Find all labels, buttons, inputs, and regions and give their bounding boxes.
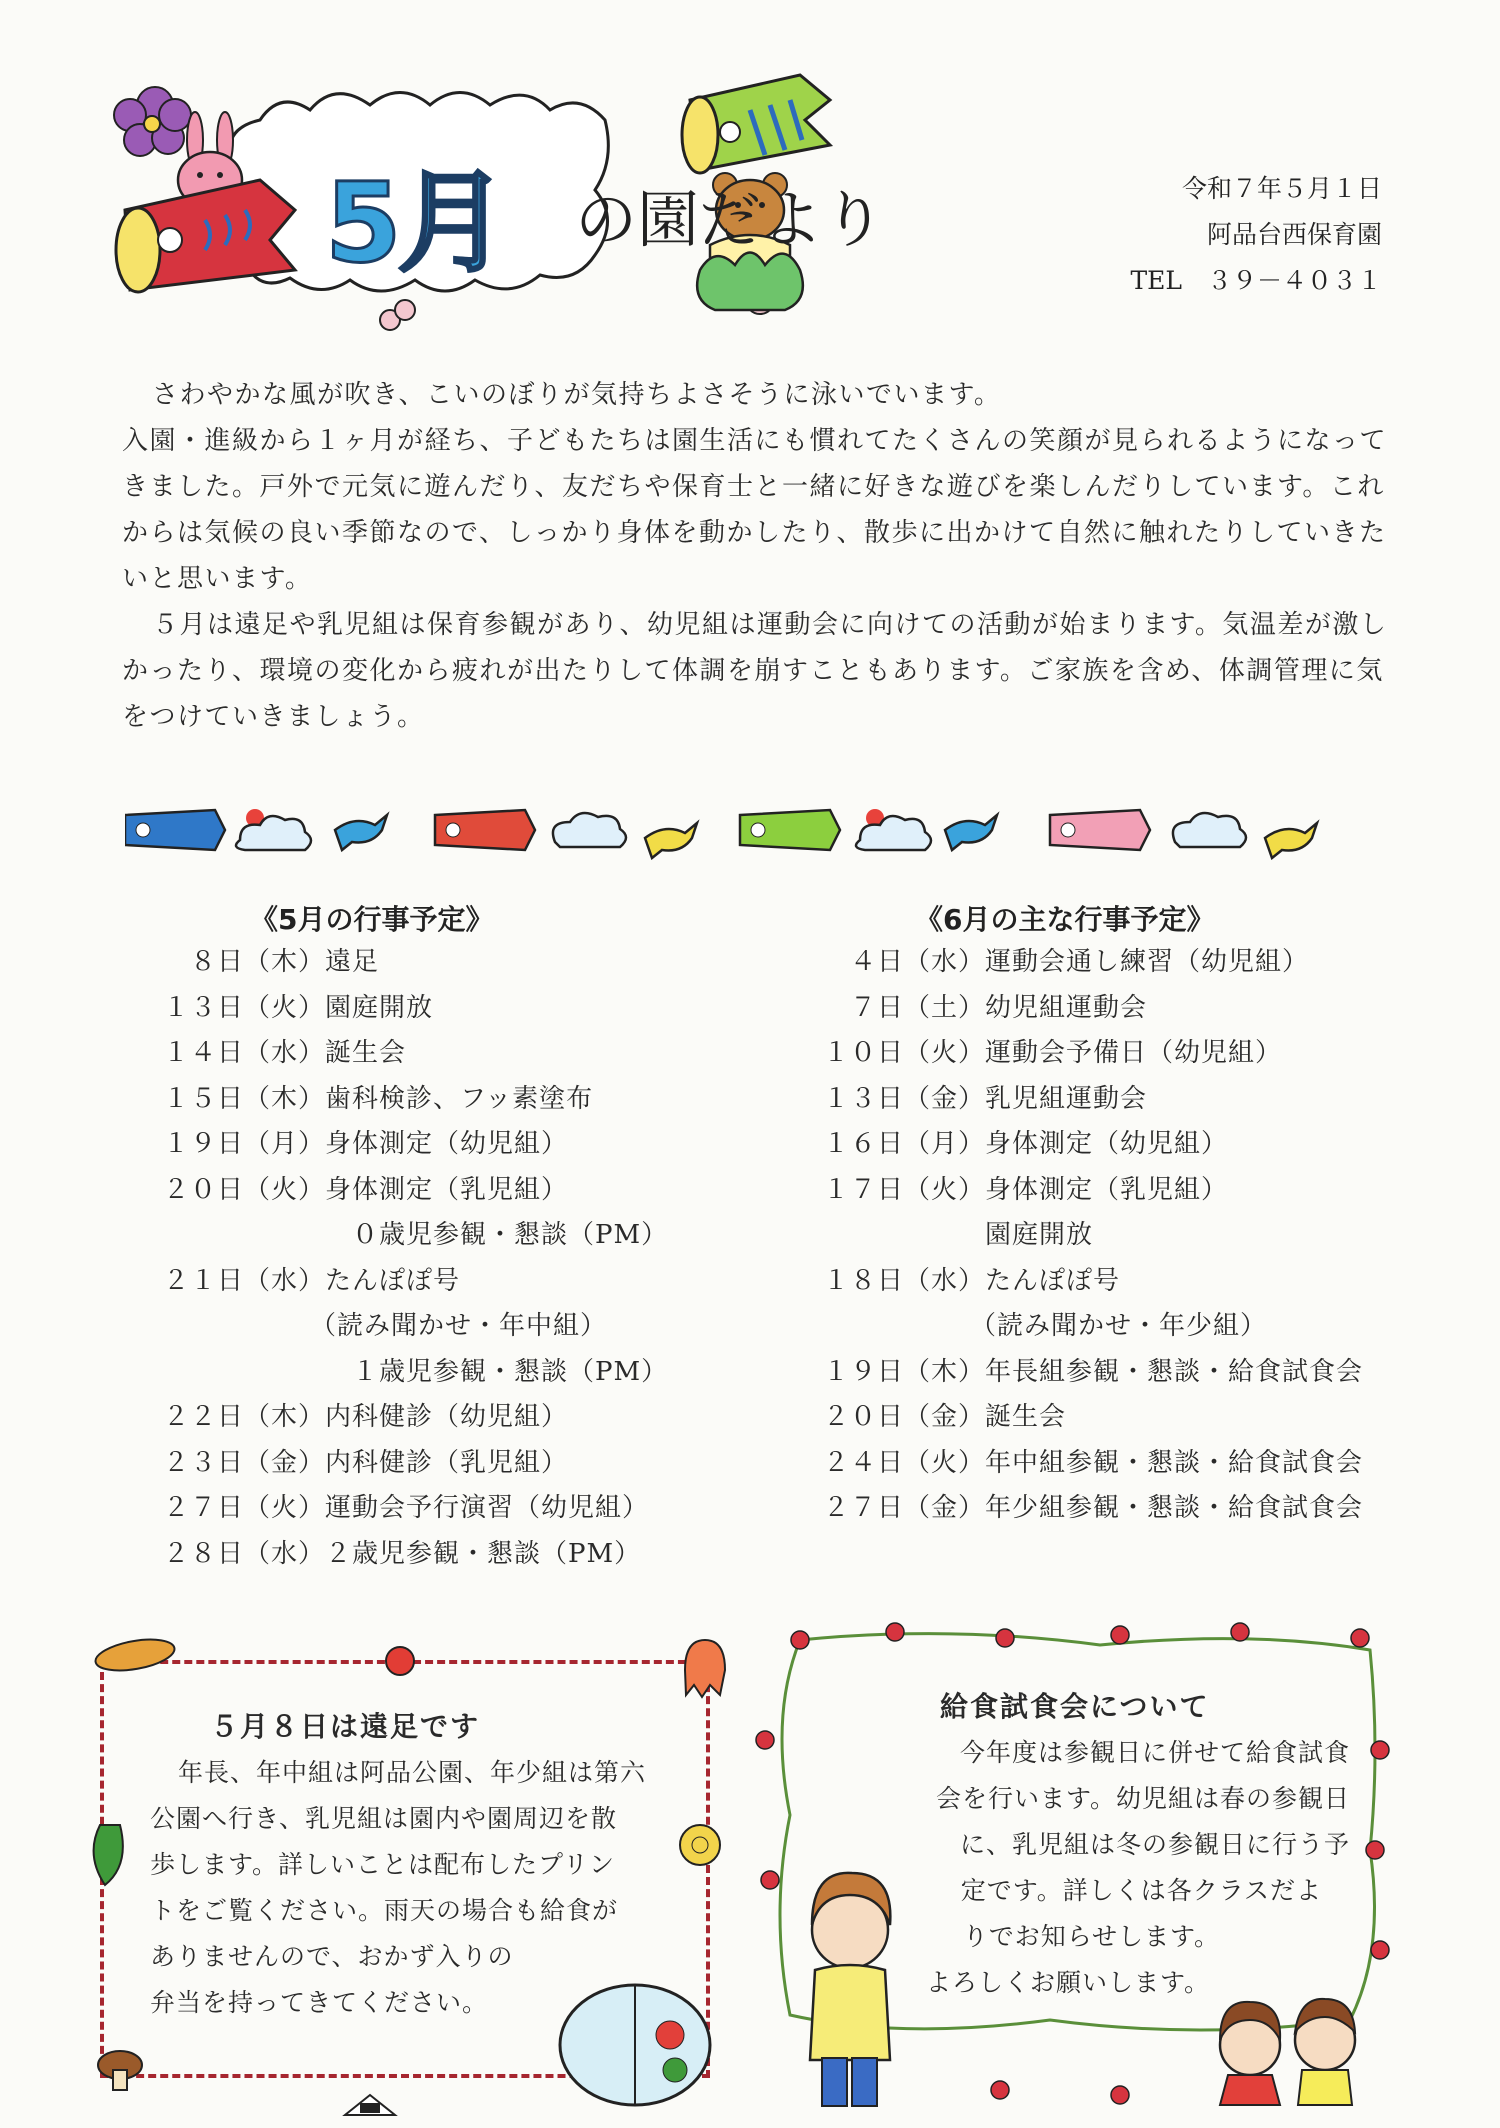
list-item: ２２日（木）内科健診（幼児組） xyxy=(162,1402,569,1432)
flower-icon xyxy=(114,87,191,156)
list-item: ２１日（水）たんぽぽ号 xyxy=(162,1265,461,1296)
octopus-sausage-icon xyxy=(685,1640,725,1697)
bird-icon xyxy=(1265,823,1317,858)
fish-cake-icon xyxy=(680,1825,720,1865)
page-title-suffix: の園だより xyxy=(575,183,886,256)
list-item: １４日（水）誕生会 xyxy=(162,1038,407,1068)
list-item: １６日（月）身体測定（幼児組） xyxy=(822,1129,1229,1159)
school-phone: TEL ３９－４０３１ xyxy=(1130,266,1382,295)
flower-icon xyxy=(991,2081,1009,2099)
bird-icon xyxy=(645,823,697,858)
may-schedule-title: 《5月の行事予定》 xyxy=(250,903,494,936)
list-item: 園庭開放 xyxy=(985,1220,1094,1250)
list-item: ２７日（火）運動会予行演習（幼児組） xyxy=(162,1493,650,1523)
issue-date: 令和７年５月１日 xyxy=(1181,174,1382,203)
carp-icon xyxy=(740,810,840,850)
tasting-line: に、乳児組は冬の参観日に行う予 xyxy=(959,1830,1350,1859)
cloud-icon xyxy=(1173,813,1246,847)
tasting-line: 今年度は参観日に併せて給食試食 xyxy=(959,1738,1350,1767)
intro-paragraph: さわやかな風が吹き、こいのぼりが気持ちよさそうに泳いでいます。 xyxy=(152,380,1002,410)
teacher-illustration xyxy=(810,1873,890,2106)
shrimp-tempura-icon xyxy=(93,1634,177,1675)
tasting-line: りでお知らせします。 xyxy=(962,1922,1220,1951)
flower-icon xyxy=(791,1631,809,1649)
intro-paragraph: ５月は遠足や乳児組は保育参観があり、幼児組は運動会に向けての活動が始まります。気温差が激しかったり、環境の変化から疲れが出たりして体調を崩すこともあります。ご家族を含め、体調管理に気をつけていきましょう。 xyxy=(122,610,1388,732)
list-item: ２８日（水）２歳児参観・懇談（PM） xyxy=(162,1538,642,1569)
list-item: （読み聞かせ・年中組） xyxy=(310,1311,608,1341)
list-item: １９日（月）身体測定（幼児組） xyxy=(162,1129,569,1159)
flower-icon xyxy=(886,1623,904,1641)
list-item: ２３日（金）内科健診（乳児組） xyxy=(162,1447,569,1478)
list-item: １８日（水）たんぽぽ号 xyxy=(822,1265,1121,1296)
list-item: １９日（木）年長組参観・懇談・給食試食会 xyxy=(822,1356,1364,1387)
excursion-line: 年長、年中組は阿品公園、年少組は第六 xyxy=(178,1758,647,1787)
list-item: ２０日（火）身体測定（乳児組） xyxy=(162,1174,569,1205)
list-item: ０歳児参観・懇談（PM） xyxy=(325,1220,669,1250)
list-item: １５日（木）歯科検診、フッ素塗布 xyxy=(162,1083,594,1114)
page-title: 5月 xyxy=(325,159,504,287)
flower-icon xyxy=(1111,2086,1129,2104)
list-item: （読み聞かせ・年少組） xyxy=(970,1311,1268,1341)
excursion-line: 歩します。詳しいことは配布したプリン xyxy=(150,1850,616,1879)
bird-icon xyxy=(335,815,387,850)
tasting-title: 給食試食会について xyxy=(940,1690,1210,1723)
list-item: １３日（金）乳児組運動会 xyxy=(822,1083,1148,1114)
list-item: １歳児参観・懇談（PM） xyxy=(325,1356,669,1387)
excursion-line: トをご覧ください。雨天の場合も給食が xyxy=(150,1896,619,1925)
excursion-text xyxy=(150,1750,650,2026)
mushroom-icon xyxy=(98,2051,142,2090)
carp-streamer-right-icon xyxy=(682,75,830,173)
list-item: １３日（火）園庭開放 xyxy=(162,992,434,1023)
decorative-banner xyxy=(125,800,1425,860)
tasting-line: 定です。詳しくは各クラスだよ xyxy=(960,1876,1322,1905)
cloud-icon xyxy=(553,813,626,847)
bird-icon xyxy=(945,815,997,850)
june-schedule-list xyxy=(820,940,1363,1532)
flower-icon xyxy=(1111,1626,1129,1644)
flower-icon xyxy=(1366,1841,1384,1859)
flower-icon xyxy=(761,1871,779,1889)
flower-icon xyxy=(1371,1741,1389,1759)
cloud-sun-icon xyxy=(236,809,311,850)
carp-icon xyxy=(125,810,225,850)
children-illustration xyxy=(1220,1999,1355,2105)
intro-text xyxy=(122,372,1394,740)
flower-icon xyxy=(996,1629,1014,1647)
tasting-line: よろしくお願いします。 xyxy=(925,1968,1210,1997)
list-item: ４日（水）運動会通し練習（幼児組） xyxy=(849,947,1310,977)
rice-ball-icon xyxy=(345,2095,395,2115)
june-schedule-title: 《6月の主な行事予定》 xyxy=(915,903,1215,936)
tomato-icon xyxy=(386,1647,414,1675)
list-item: ２４日（火）年中組参観・懇談・給食試食会 xyxy=(822,1447,1364,1478)
flower-icon xyxy=(1371,1941,1389,1959)
tasting-line: 会を行います。幼児組は春の参観日 xyxy=(935,1784,1350,1813)
list-item: ７日（土）幼児組運動会 xyxy=(849,992,1148,1023)
tasting-text xyxy=(880,1730,1350,2006)
list-item: ２０日（金）誕生会 xyxy=(822,1402,1067,1432)
flower-icon xyxy=(1231,1623,1249,1641)
excursion-line: 弁当を持ってきてください。 xyxy=(150,1988,489,2017)
list-item: ８日（木）遠足 xyxy=(189,947,380,977)
flower-icon xyxy=(756,1731,774,1749)
excursion-title: ５月８日は遠足です xyxy=(210,1710,481,1743)
list-item: １７日（火）身体測定（乳児組） xyxy=(822,1174,1229,1205)
intro-paragraph: 入園・進級から１ヶ月が経ち、子どもたちは園生活にも慣れてたくさんの笑顔が見られるようになってきました。戸外で元気に遊んだり、友だちや保育士と一緒に好きな遊びを楽しんだりしています。これからは気候の良い季節なので、しっかり身体を動かしたり、散歩に出かけて自然に触れたりしていきたいと思います。 xyxy=(122,426,1388,594)
may-schedule-list xyxy=(160,940,668,1577)
flower-icon xyxy=(1351,1629,1369,1647)
carp-icon xyxy=(1050,810,1150,850)
excursion-line: 公園へ行き、乳児組は園内や園周辺を散 xyxy=(150,1804,618,1833)
carp-icon xyxy=(435,810,535,850)
list-item: １０日（火）運動会予備日（幼児組） xyxy=(822,1038,1283,1068)
spinach-icon xyxy=(94,1825,123,1885)
excursion-line: ありませんので、おかず入りの xyxy=(150,1942,514,1971)
list-item: ２７日（金）年少組参観・懇談・給食試食会 xyxy=(822,1493,1364,1523)
cloud-sun-icon xyxy=(856,809,931,850)
school-name: 阿品台西保育園 xyxy=(1206,220,1382,249)
header-meta xyxy=(1130,166,1382,304)
